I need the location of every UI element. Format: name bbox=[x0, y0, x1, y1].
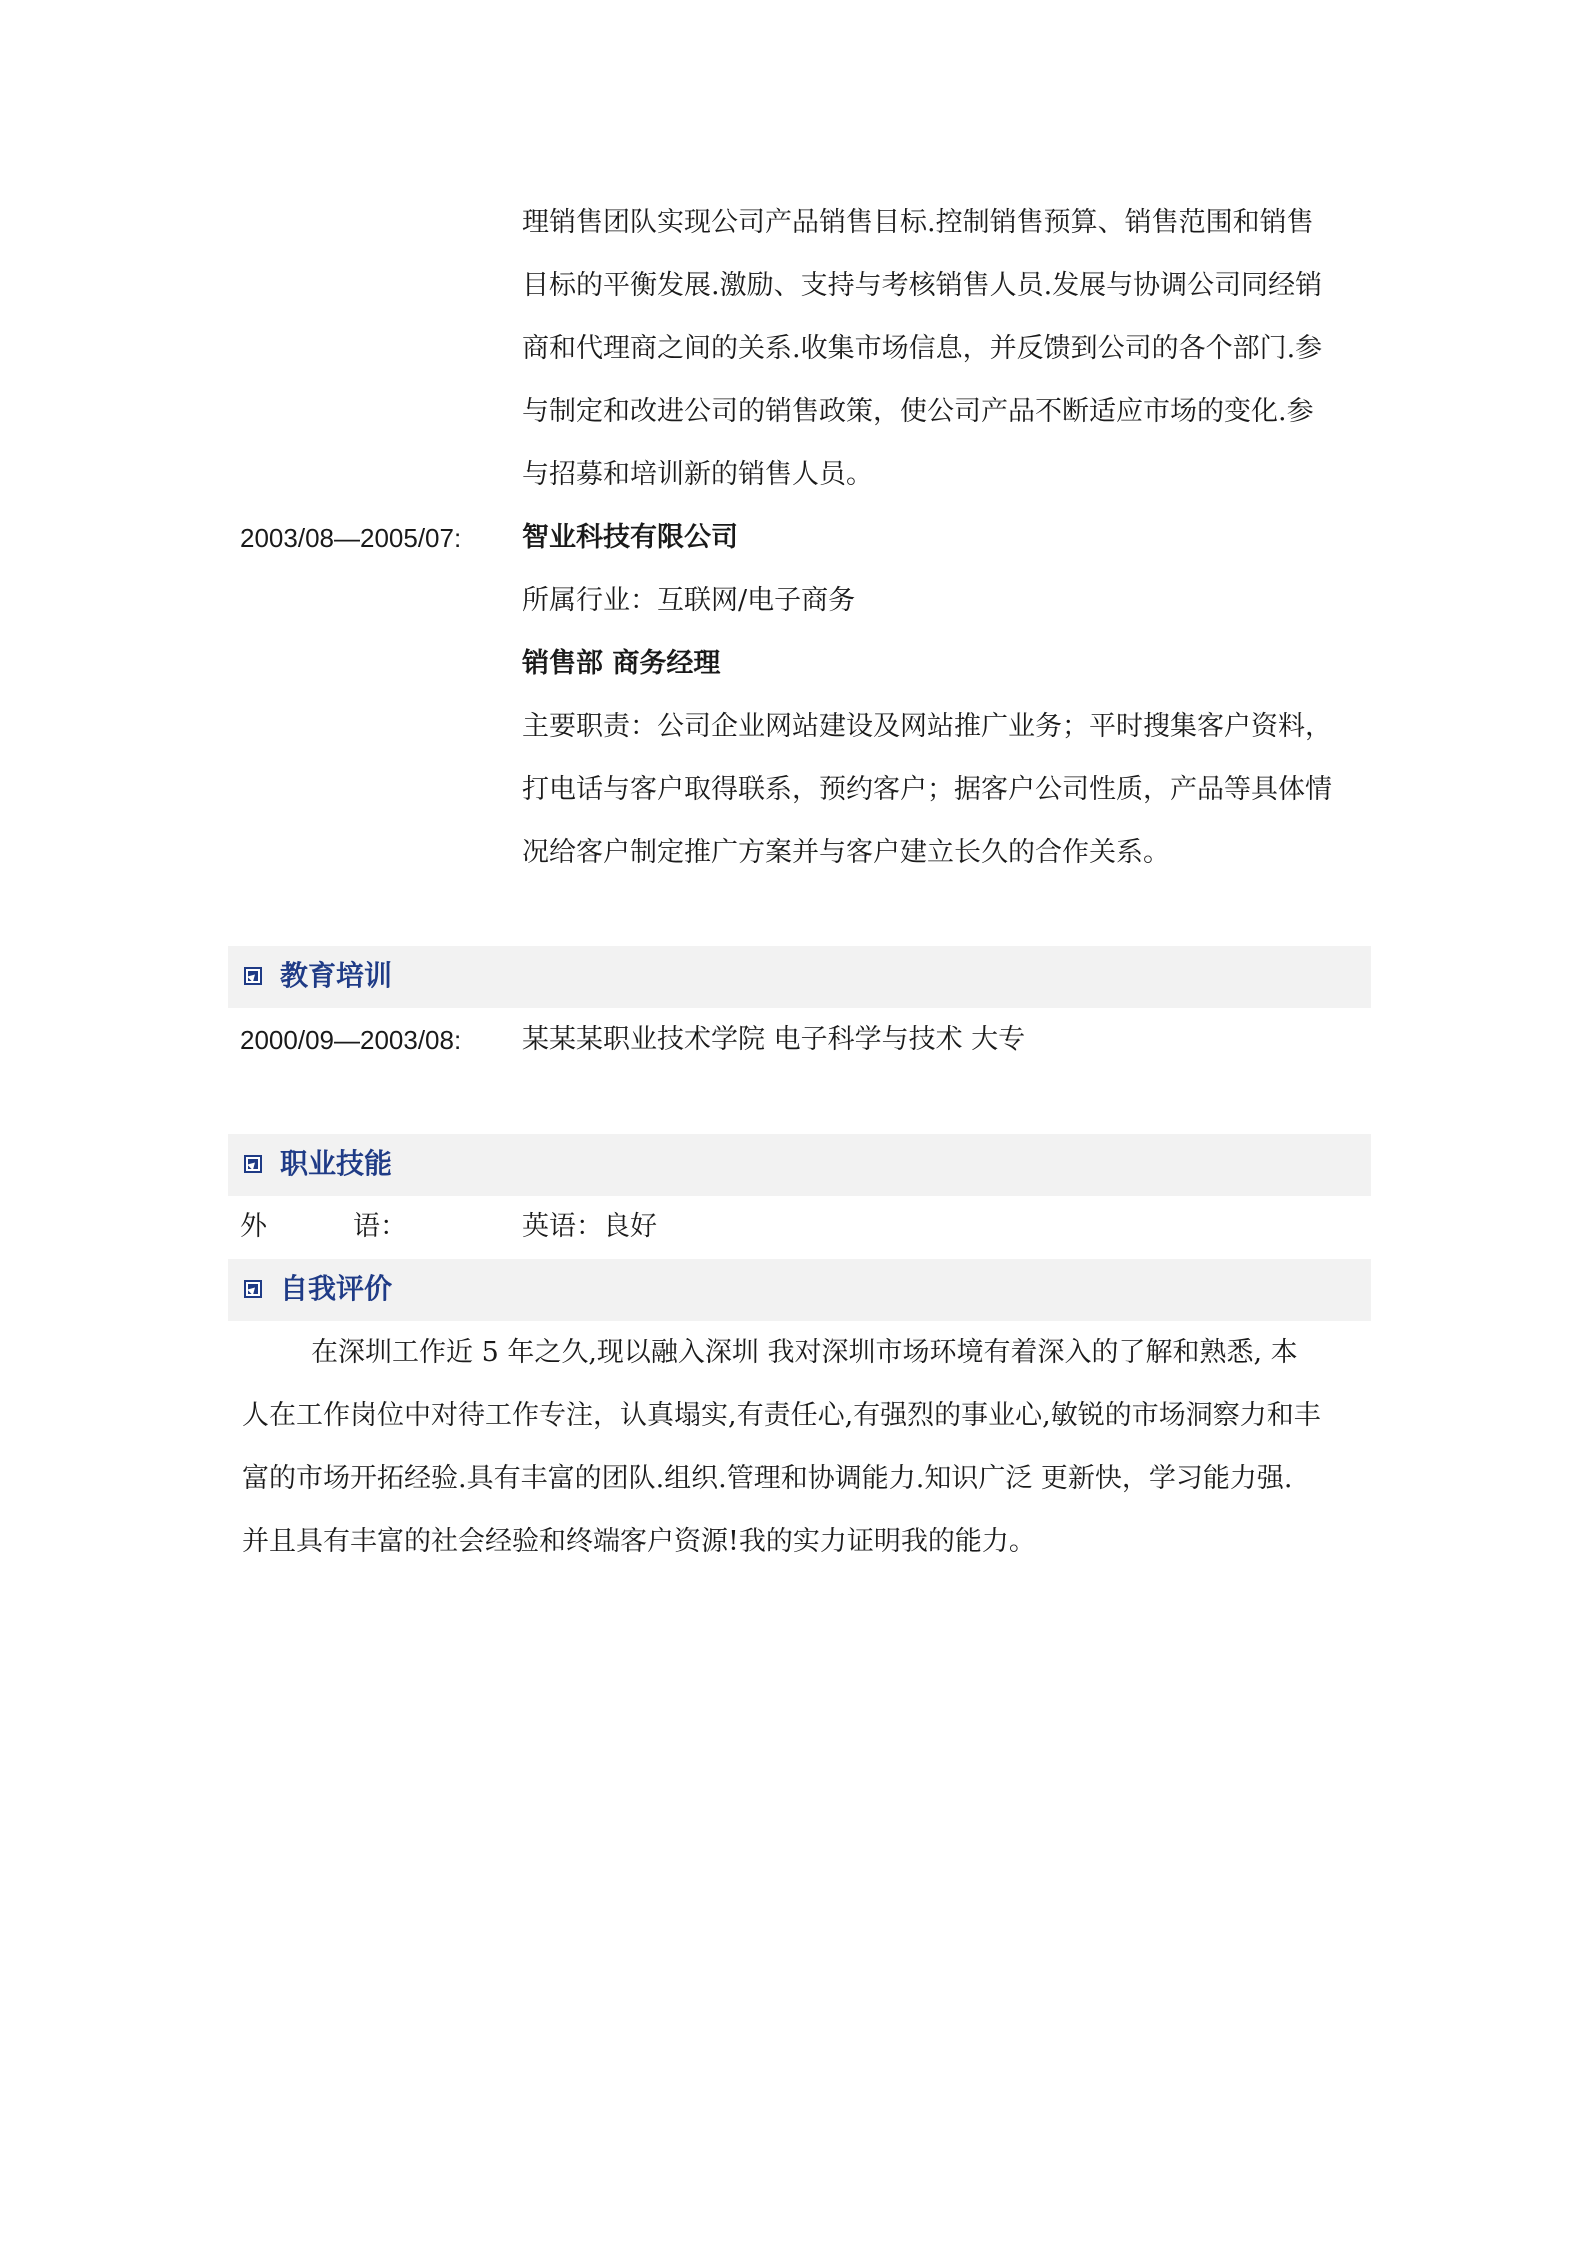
skill-label-2: 语： bbox=[353, 1211, 407, 1242]
section-title: 职业技能 bbox=[280, 1147, 393, 1180]
self-eval-line-2: 人在工作岗位中对待工作专注，认真塌实,有责任心,有强烈的事业心,敏锐的市场洞察力和丰 bbox=[242, 1400, 1321, 1431]
section-bullet-icon bbox=[244, 1280, 262, 1298]
skill-label-1: 外 bbox=[240, 1211, 267, 1242]
self-eval-line-4: 并且具有丰富的社会经验和终端客户资源!我的实力证明我的能力。 bbox=[242, 1526, 1036, 1557]
responsibilities-line-4: 与制定和改进公司的销售政策，使公司产品不断适应市场的变化.参 bbox=[522, 396, 1314, 427]
department-title: 销售部 商务经理 bbox=[522, 648, 721, 679]
skills-section-header bbox=[228, 1134, 1371, 1196]
duties-line-1: 主要职责：公司企业网站建设及网站推广业务；平时搜集客户资料， bbox=[522, 711, 1332, 742]
education-date: 2000/09—2003/08: bbox=[240, 1025, 462, 1055]
duties-line-2: 打电话与客户取得联系，预约客户；据客户公司性质，产品等具体情 bbox=[522, 774, 1332, 805]
responsibilities-line-2: 目标的平衡发展.激励、支持与考核销售人员.发展与协调公司同经销 bbox=[522, 270, 1323, 301]
section-bullet-icon bbox=[244, 967, 262, 985]
skill-value: 英语：良好 bbox=[522, 1211, 657, 1242]
section-bullet-icon bbox=[244, 1155, 262, 1173]
company-name: 智业科技有限公司 bbox=[522, 522, 738, 553]
education-details: 某某某职业技术学院 电子科学与技术 大专 bbox=[522, 1024, 1026, 1055]
responsibilities-line-5: 与招募和培训新的销售人员。 bbox=[522, 459, 873, 490]
self-eval-line-1: 在深圳工作近 5 年之久,现以融入深圳 我对深圳市场环境有着深入的了解和熟悉, 本 bbox=[311, 1337, 1298, 1368]
section-title: 自我评价 bbox=[280, 1272, 393, 1305]
section-title: 教育培训 bbox=[280, 959, 393, 992]
job-date: 2003/08—2005/07: bbox=[240, 523, 462, 553]
self-eval-section-header bbox=[228, 1259, 1371, 1321]
self-eval-line-3: 富的市场开拓经验.具有丰富的团队.组织.管理和协调能力.知识广泛 更新快，学习能力强. bbox=[242, 1463, 1293, 1494]
responsibilities-line-3: 商和代理商之间的关系.收集市场信息，并反馈到公司的各个部门.参 bbox=[522, 333, 1323, 364]
duties-line-3: 况给客户制定推广方案并与客户建立长久的合作关系。 bbox=[522, 837, 1170, 868]
responsibilities-line-1: 理销售团队实现公司产品销售目标.控制销售预算、销售范围和销售 bbox=[522, 207, 1314, 238]
education-section-header bbox=[228, 946, 1371, 1008]
industry: 所属行业：互联网/电子商务 bbox=[522, 585, 856, 616]
